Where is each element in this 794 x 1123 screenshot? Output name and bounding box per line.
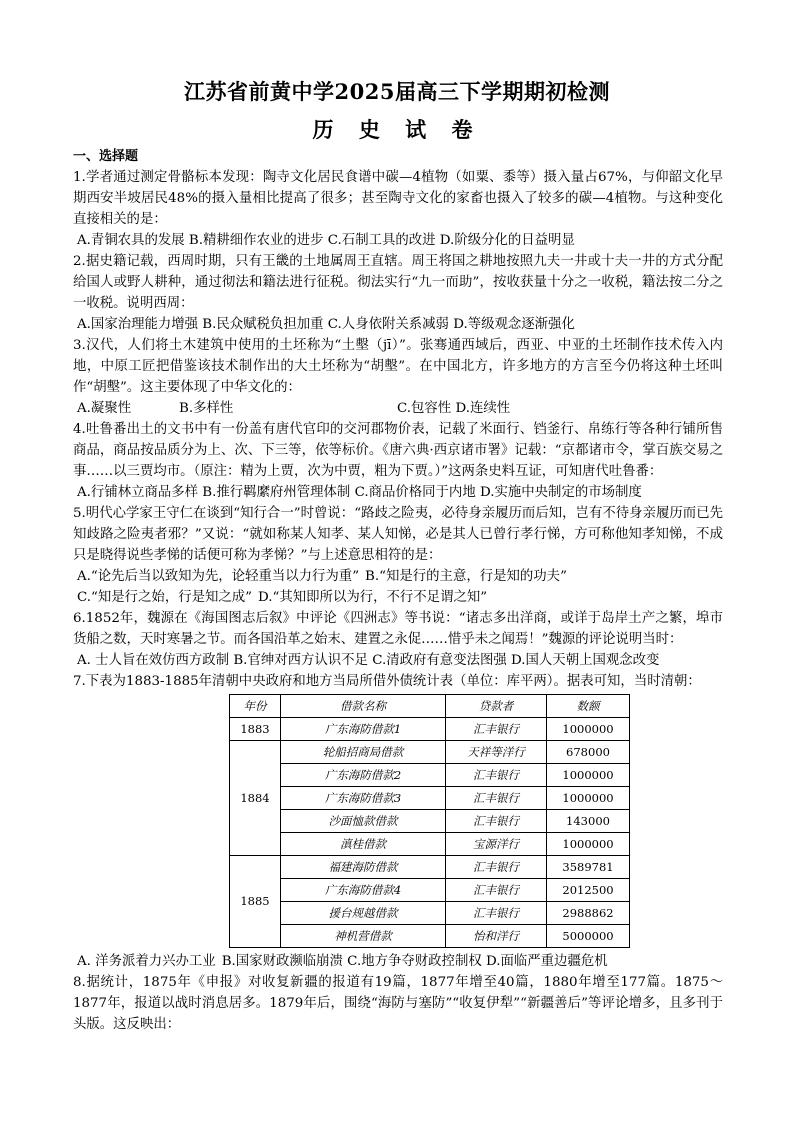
loan-name-cell: 轮船招商局借款: [281, 741, 446, 764]
header-amount: 数额: [547, 695, 630, 718]
question-options: [73, 587, 723, 608]
option-a: A.凝聚性: [77, 401, 132, 416]
amount-cell: 678000: [547, 741, 630, 764]
question-8: [73, 972, 723, 1035]
question-options: [73, 398, 723, 419]
year-cell: 1883: [230, 718, 281, 741]
option-b: B.多样性: [179, 401, 234, 416]
table-row: [230, 741, 630, 764]
question-6: [73, 608, 723, 671]
amount-cell: 1000000: [547, 718, 630, 741]
lender-cell: 汇丰银行: [446, 902, 547, 925]
loan-name-cell: 广东海防借款1: [281, 718, 446, 741]
question-options: [73, 482, 723, 503]
lender-cell: 汇丰银行: [446, 787, 547, 810]
exam-content: [73, 146, 723, 1035]
amount-cell: 143000: [547, 810, 630, 833]
loan-name-cell: 福建海防借款: [281, 856, 446, 879]
table-row: [230, 902, 630, 925]
loan-name-cell: 滇桂借款: [281, 833, 446, 856]
option-line: A.行铺林立商品多样 B.推行羁縻府州管理体制 C.商品价格同于内地 D.实施中央制定的市场制度: [77, 485, 642, 500]
debt-table: [229, 694, 630, 948]
loan-name-cell: 广东海防借款3: [281, 787, 446, 810]
question-text: 7.下表为1883-1885年清朝中央政府和地方当局所借外债统计表（单位：库平两）。据表可知，当时清朝：: [73, 674, 701, 689]
option-cd: C.包容性 D.连续性: [397, 401, 511, 416]
question-text: 4.吐鲁番出土的文书中有一份盖有唐代官印的交河郡物价表，记载了米面行、铛釜行、帛练行等各种行铺所售商品，商品按品质分为上、次、下三等，依等标价。《唐六典·西京诸市署》记载：“京都诸市令，掌百族交易之事……以三贾均市。（原注：精为上贾，次为中贾，粗为下贾。）”这两条史料互证，可知唐代吐鲁番：: [73, 422, 723, 479]
lender-cell: 汇丰银行: [446, 810, 547, 833]
question-options: [73, 951, 723, 972]
table-row: [230, 925, 630, 948]
exam-subtitle: 历 史 试 卷: [312, 117, 482, 142]
table-row: [230, 764, 630, 787]
option-d: D.“其知即所以为行，不行不足谓之知”: [258, 590, 488, 605]
question-text: 8.据统计，1875年《申报》对收复新疆的报道有19篇，1877年增至40篇，1880年增至177篇。1875～1877年，报道以战时消息居多。1879年后，围绕“海防与塞防”“收复伊犁”“新疆善后”等评论增多，且多刊于头版。这反映出：: [73, 975, 723, 1032]
table-row: [230, 879, 630, 902]
question-options: [73, 566, 723, 587]
question-options: [73, 314, 723, 335]
question-text: 2.据史籍记载，西周时期，只有王畿的土地属周王直辖。周王将国之耕地按照九夫一井或十夫一井的方式分配给国人或野人耕种，通过彻法和籍法进行征税。彻法实行“九一而助”，按收获量十分之一收税，籍法按二分之一收税。说明西周：: [73, 254, 723, 311]
table-row: [230, 856, 630, 879]
question-options: [73, 650, 723, 671]
option-line: A.国家治理能力增强 B.民众赋税负担加重 C.人身依附关系减弱 D.等级观念逐渐强化: [77, 317, 575, 332]
header-loan-name: 借款名称: [281, 695, 446, 718]
lender-cell: 怡和洋行: [446, 925, 547, 948]
year-cell: 1885: [230, 856, 281, 948]
question-text: 3.汉代，人们将土木建筑中使用的土坯称为“土墼（jī）”。张骞通西域后，西亚、中亚的土坯制作技术传入内地，中原工匠把借鉴该技术制作出的大土坯称为“胡墼”。在中国北方，许多地方的方言至今仍将这种土坯叫作“胡墼”。这主要体现了中华文化的：: [73, 338, 723, 395]
header-lender: 贷款者: [446, 695, 547, 718]
question-text: 5.明代心学家王守仁在谈到“知行合一”时曾说：“路歧之险夷，必待身亲履历而后知，岂有不待身亲履历而已先知歧路之险夷者邪？”又说：“就如称某人知孝、某人知悌，必是其人已曾行孝行悌，方可称他知孝知悌，不成只是晓得说些孝悌的话便可称为孝悌？”与上述意思相符的是：: [73, 506, 723, 563]
amount-cell: 1000000: [547, 787, 630, 810]
question-1: [73, 167, 723, 251]
lender-cell: 天祥等洋行: [446, 741, 547, 764]
table-row: [230, 810, 630, 833]
table-row: [230, 787, 630, 810]
question-options: [73, 230, 723, 251]
section-heading: 一、选择题: [73, 149, 139, 164]
lender-cell: 汇丰银行: [446, 879, 547, 902]
question-3: [73, 335, 723, 419]
option-a: A. 洋务派着力兴办工业: [77, 954, 216, 969]
amount-cell: 1000000: [547, 833, 630, 856]
option-c: C.“知是行之始，行是知之成”: [77, 590, 253, 605]
question-text: 6.1852年，魏源在《海国图志后叙》中评论《四洲志》等书说：“诸志多出洋商，或详于岛岸土产之繁，埠市货船之数，天时寒暑之节。而各国沿革之始末、建置之永促……惜乎未之闻焉！”魏源的评论说明当时：: [73, 611, 723, 647]
loan-name-cell: 广东海防借款4: [281, 879, 446, 902]
amount-cell: 2988862: [547, 902, 630, 925]
lender-cell: 汇丰银行: [446, 764, 547, 787]
option-a: A.“论先后当以致知为先，论轻重当以力行为重”: [77, 569, 360, 584]
loan-name-cell: 沙面恤款借款: [281, 810, 446, 833]
amount-cell: 3589781: [547, 856, 630, 879]
amount-cell: 5000000: [547, 925, 630, 948]
year-cell: 1884: [230, 741, 281, 856]
header-year: 年份: [230, 695, 281, 718]
option-line: A.青铜农具的发展 B.精耕细作农业的进步 C.石制工具的改进 D.阶级分化的日益明显: [77, 233, 575, 248]
lender-cell: 宝源洋行: [446, 833, 547, 856]
question-4: [73, 419, 723, 503]
table-header-row: [230, 695, 630, 718]
option-line: A. 士人旨在效仿西方政制 B.官绅对西方认识不足 C.清政府有意变法图强 D.国人天朝上国观念改变: [77, 653, 660, 668]
lender-cell: 汇丰银行: [446, 856, 547, 879]
table-row: [230, 718, 630, 741]
question-7: [73, 671, 723, 972]
option-bcd: B.国家财政濒临崩溃 C.地方争夺财政控制权 D.面临严重边疆危机: [221, 954, 608, 969]
exam-title: 江苏省前黄中学2025届高三下学期期初检测: [184, 79, 610, 104]
question-2: [73, 251, 723, 335]
question-text: 1.学者通过测定骨骼标本发现：陶寺文化居民食谱中碳—4植物（如粟、黍等）摄入量占67%，与仰韶文化早期西安半坡居民48%的摄入量相比提高了很多；甚至陶寺文化的家畜也摄入了较多的碳—4植物。与这种变化直接相关的是：: [73, 170, 723, 227]
lender-cell: 汇丰银行: [446, 718, 547, 741]
table-row: [230, 833, 630, 856]
amount-cell: 2012500: [547, 879, 630, 902]
option-b: B.“知是行的主意，行是知的功夫”: [365, 569, 567, 584]
loan-name-cell: 神机营借款: [281, 925, 446, 948]
amount-cell: 1000000: [547, 764, 630, 787]
loan-name-cell: 广东海防借款2: [281, 764, 446, 787]
question-5: [73, 503, 723, 608]
loan-name-cell: 援台规越借款: [281, 902, 446, 925]
